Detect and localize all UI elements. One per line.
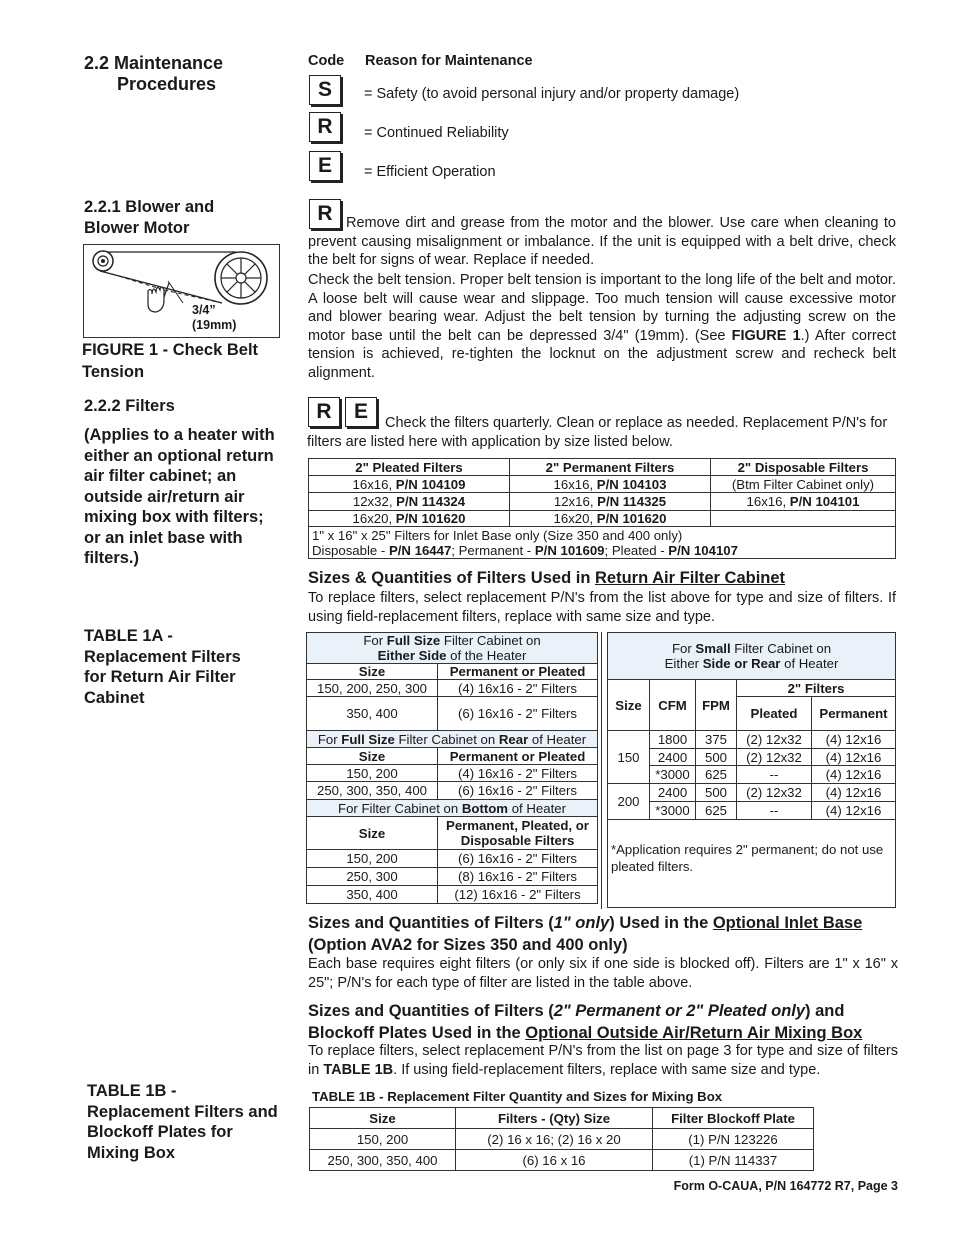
table-row: *3000 625 -- (4) 12x16 xyxy=(608,802,896,820)
table-row: 16x20, P/N 101620 16x20, P/N 101620 xyxy=(309,511,896,527)
blower-paragraph-1: Remove dirt and grease from the motor and the blower. Use care when cleaning to prevent causing misalignment or imbalance. If the unit is equipped with a belt drive, check the belt for signs of wear. Replace if needed. xyxy=(308,215,896,269)
cabinet-section-paragraph: To replace filters, select replacement P/N's from the list above for type and size of filters. If using field-replacement filters, replace with same size and type. xyxy=(308,590,896,625)
table-row: 16x16, P/N 104109 16x16, P/N 104103 (Btm Filter Cabinet only) xyxy=(309,476,896,493)
table-1b: Size Filters - (Qty) Size Filter Blockoff Plate 150, 200 (2) 16 x 16; (2) 16 x 20 (1) P/N 123226 250, 300, 350, 400 (6) 16 x 16 (1) P/N 114337 xyxy=(309,1107,814,1171)
table-row: 150, 200 (6) 16x16 - 2" Filters xyxy=(307,850,598,868)
pn-header-pleated: 2" Pleated Filters xyxy=(309,459,510,476)
pn-header-disposable: 2" Disposable Filters xyxy=(711,459,896,476)
figure-caption: FIGURE 1 - Check Belt Tension xyxy=(82,341,259,381)
code-reliability-blower-icon: R xyxy=(309,199,341,229)
pn-header-permanent: 2" Permanent Filters xyxy=(510,459,711,476)
table-row: 1" x 16" x 25" Filters for Inlet Base only (Size 350 and 400 only) Disposable - P/N 16447; Permanent - P/N 101609; Pleated - P/N 104107 xyxy=(309,527,896,559)
code-reliability-filters-icon: R xyxy=(308,397,340,427)
legend-code-header: Code xyxy=(308,53,345,69)
figure-dimension-label: 3/4” (19mm) xyxy=(192,303,237,332)
table-row: 150, 200, 250, 300 (4) 16x16 - 2" Filters xyxy=(307,680,598,697)
table-row: 350, 400 (12) 16x16 - 2" Filters xyxy=(307,886,598,904)
inlet-section-heading: Sizes and Quantities of Filters (1" only) Used in the Optional Inlet Base (Option AVA2 for Sizes 350 and 400 only) xyxy=(308,914,863,954)
table-row: 2400 500 (2) 12x32 (4) 12x16 xyxy=(608,749,896,766)
legend-efficiency-text: = Efficient Operation xyxy=(364,164,496,180)
code-safety-icon: S xyxy=(309,75,341,105)
table-row: 150 1800 375 (2) 12x32 (4) 12x16 xyxy=(608,731,896,749)
legend-safety-text: = Safety (to avoid personal injury and/or property damage) xyxy=(364,86,740,102)
table-row: 250, 300, 350, 400 (6) 16x16 - 2" Filters xyxy=(307,782,598,800)
code-efficiency-filters-icon: E xyxy=(345,397,377,427)
code-efficiency-icon: E xyxy=(309,151,341,181)
table-1a-caption: TABLE 1A - Replacement Filters for Return Air Filter Cabinet xyxy=(84,627,241,707)
cabinet-section-heading: Sizes & Quantities of Filters Used in Return Air Filter Cabinet xyxy=(308,569,786,587)
table-row: 250, 300, 350, 400 (6) 16 x 16 (1) P/N 114337 xyxy=(310,1150,814,1171)
table-1b-title: TABLE 1B - Replacement Filter Quantity and Sizes for Mixing Box xyxy=(312,1089,723,1104)
filter-part-number-table xyxy=(308,458,896,559)
inlet-section-paragraph: Each base requires eight filters (or only six if one side is blocked off). Filters are 1" x 16" x 25"; P/N's for each type of filter are listed in the table above. xyxy=(308,956,898,991)
table-row: 150, 200 (2) 16 x 16; (2) 16 x 20 (1) P/N 123226 xyxy=(310,1129,814,1150)
mixing-section-heading: Sizes and Quantities of Filters (2" Permanent or 2" Pleated only) and Blockoff Plates Used in the Optional Outside Air/Return Air Mixing Box xyxy=(308,1002,863,1042)
table-row: *3000 625 -- (4) 12x16 xyxy=(608,766,896,784)
filters-applicability-note: (Applies to a heater with either an optional return air filter cabinet; an outside air/return air mixing box with filters; or an inlet base with filters.) xyxy=(84,426,275,567)
mixing-section-paragraph: To replace filters, select replacement P/N's from the list on page 3 for type and size of filters in TABLE 1B. If using field-replacement filters, replace with same size and type. xyxy=(308,1043,898,1078)
table-row: 250, 300 (8) 16x16 - 2" Filters xyxy=(307,868,598,886)
legend-reliability-text: = Continued Reliability xyxy=(364,125,509,141)
blower-paragraph-2: Check the belt tension. Proper belt tension is important to the long life of the belt and motor. A loose belt will cause wear and slippage. Too much tension will cause excessive motor and blower bearing wear. Adjust the belt tension by turning the adjusting screw on the motor base until the belt can be depressed 3/4" (19mm). (See FIGURE 1.) After correct tension is achieved, re-tighten the locknut on the adjustment screw and recheck belt alignment. xyxy=(308,272,896,381)
code-reliability-icon: R xyxy=(309,112,341,142)
table-1a-footnote: *Application requires 2" permanent; do not use pleated filters. xyxy=(608,820,896,908)
legend-reason-header: Reason for Maintenance xyxy=(365,53,533,69)
page-footer: Form O-CAUA, P/N 164772 R7, Page 3 xyxy=(673,1179,898,1193)
table-1a-right: For Small Filter Cabinet on Either Side or Rear of Heater Size CFM FPM 2" Filters Pleated Permanent 150 1800 375 (2) 12x32 (4) 12x16 2400 500 (2) 12x32 (4) 12x16 *3000 625 -- (4) 12x16 200 2400 500 (2) 12x32 (4) 12x16 *3000 625 -- (4) 12x16 *Application requires 2" permanent; do not use pleated filters. xyxy=(607,632,896,908)
section-heading-maintenance: 2.2 Maintenance Procedures xyxy=(84,53,224,94)
filters-paragraph: Check the filters quarterly. Clean or replace as needed. Replacement P/N's for filters are listed here with application by size listed below. xyxy=(307,415,888,450)
table-row: 150, 200 (4) 16x16 - 2" Filters xyxy=(307,765,598,782)
subsection-heading-filters: 2.2.2 Filters xyxy=(84,397,175,415)
belt-drive-illustration xyxy=(84,245,279,337)
figure-belt-tension xyxy=(83,244,280,338)
subsection-heading-blower: 2.2.1 Blower and Blower Motor xyxy=(84,198,215,237)
table-row: 200 2400 500 (2) 12x32 (4) 12x16 xyxy=(608,784,896,802)
table-1a-left: For Full Size Filter Cabinet on Either Side of the Heater Size Permanent or Pleated 150, 200, 250, 300 (4) 16x16 - 2" Filters 350, 400 (6) 16x16 - 2" Filters For Full Size Filter Cabinet on Rear of Heater Size Permanent or Pleated 150, 200 (4) 16x16 - 2" Filters 250, 300, 350, 400 (6) 16x16 - 2" Filters For Filter Cabinet on Bottom of Heater Size Permanent, Pleated, or Disposable Filters 150, 200 (6) 16x16 - 2" Filters 250, 300 (8) 16x16 - 2" Filters 350, 400 (12) 16x16 - 2" Filters xyxy=(306,632,598,904)
table-row: 350, 400 (6) 16x16 - 2" Filters xyxy=(307,697,598,731)
table-row: 12x32, P/N 114324 12x16, P/N 114325 16x16, P/N 104101 xyxy=(309,493,896,511)
table-divider xyxy=(601,632,602,909)
table-1b-caption: TABLE 1B - Replacement Filters and Blockoff Plates for Mixing Box xyxy=(87,1082,278,1162)
